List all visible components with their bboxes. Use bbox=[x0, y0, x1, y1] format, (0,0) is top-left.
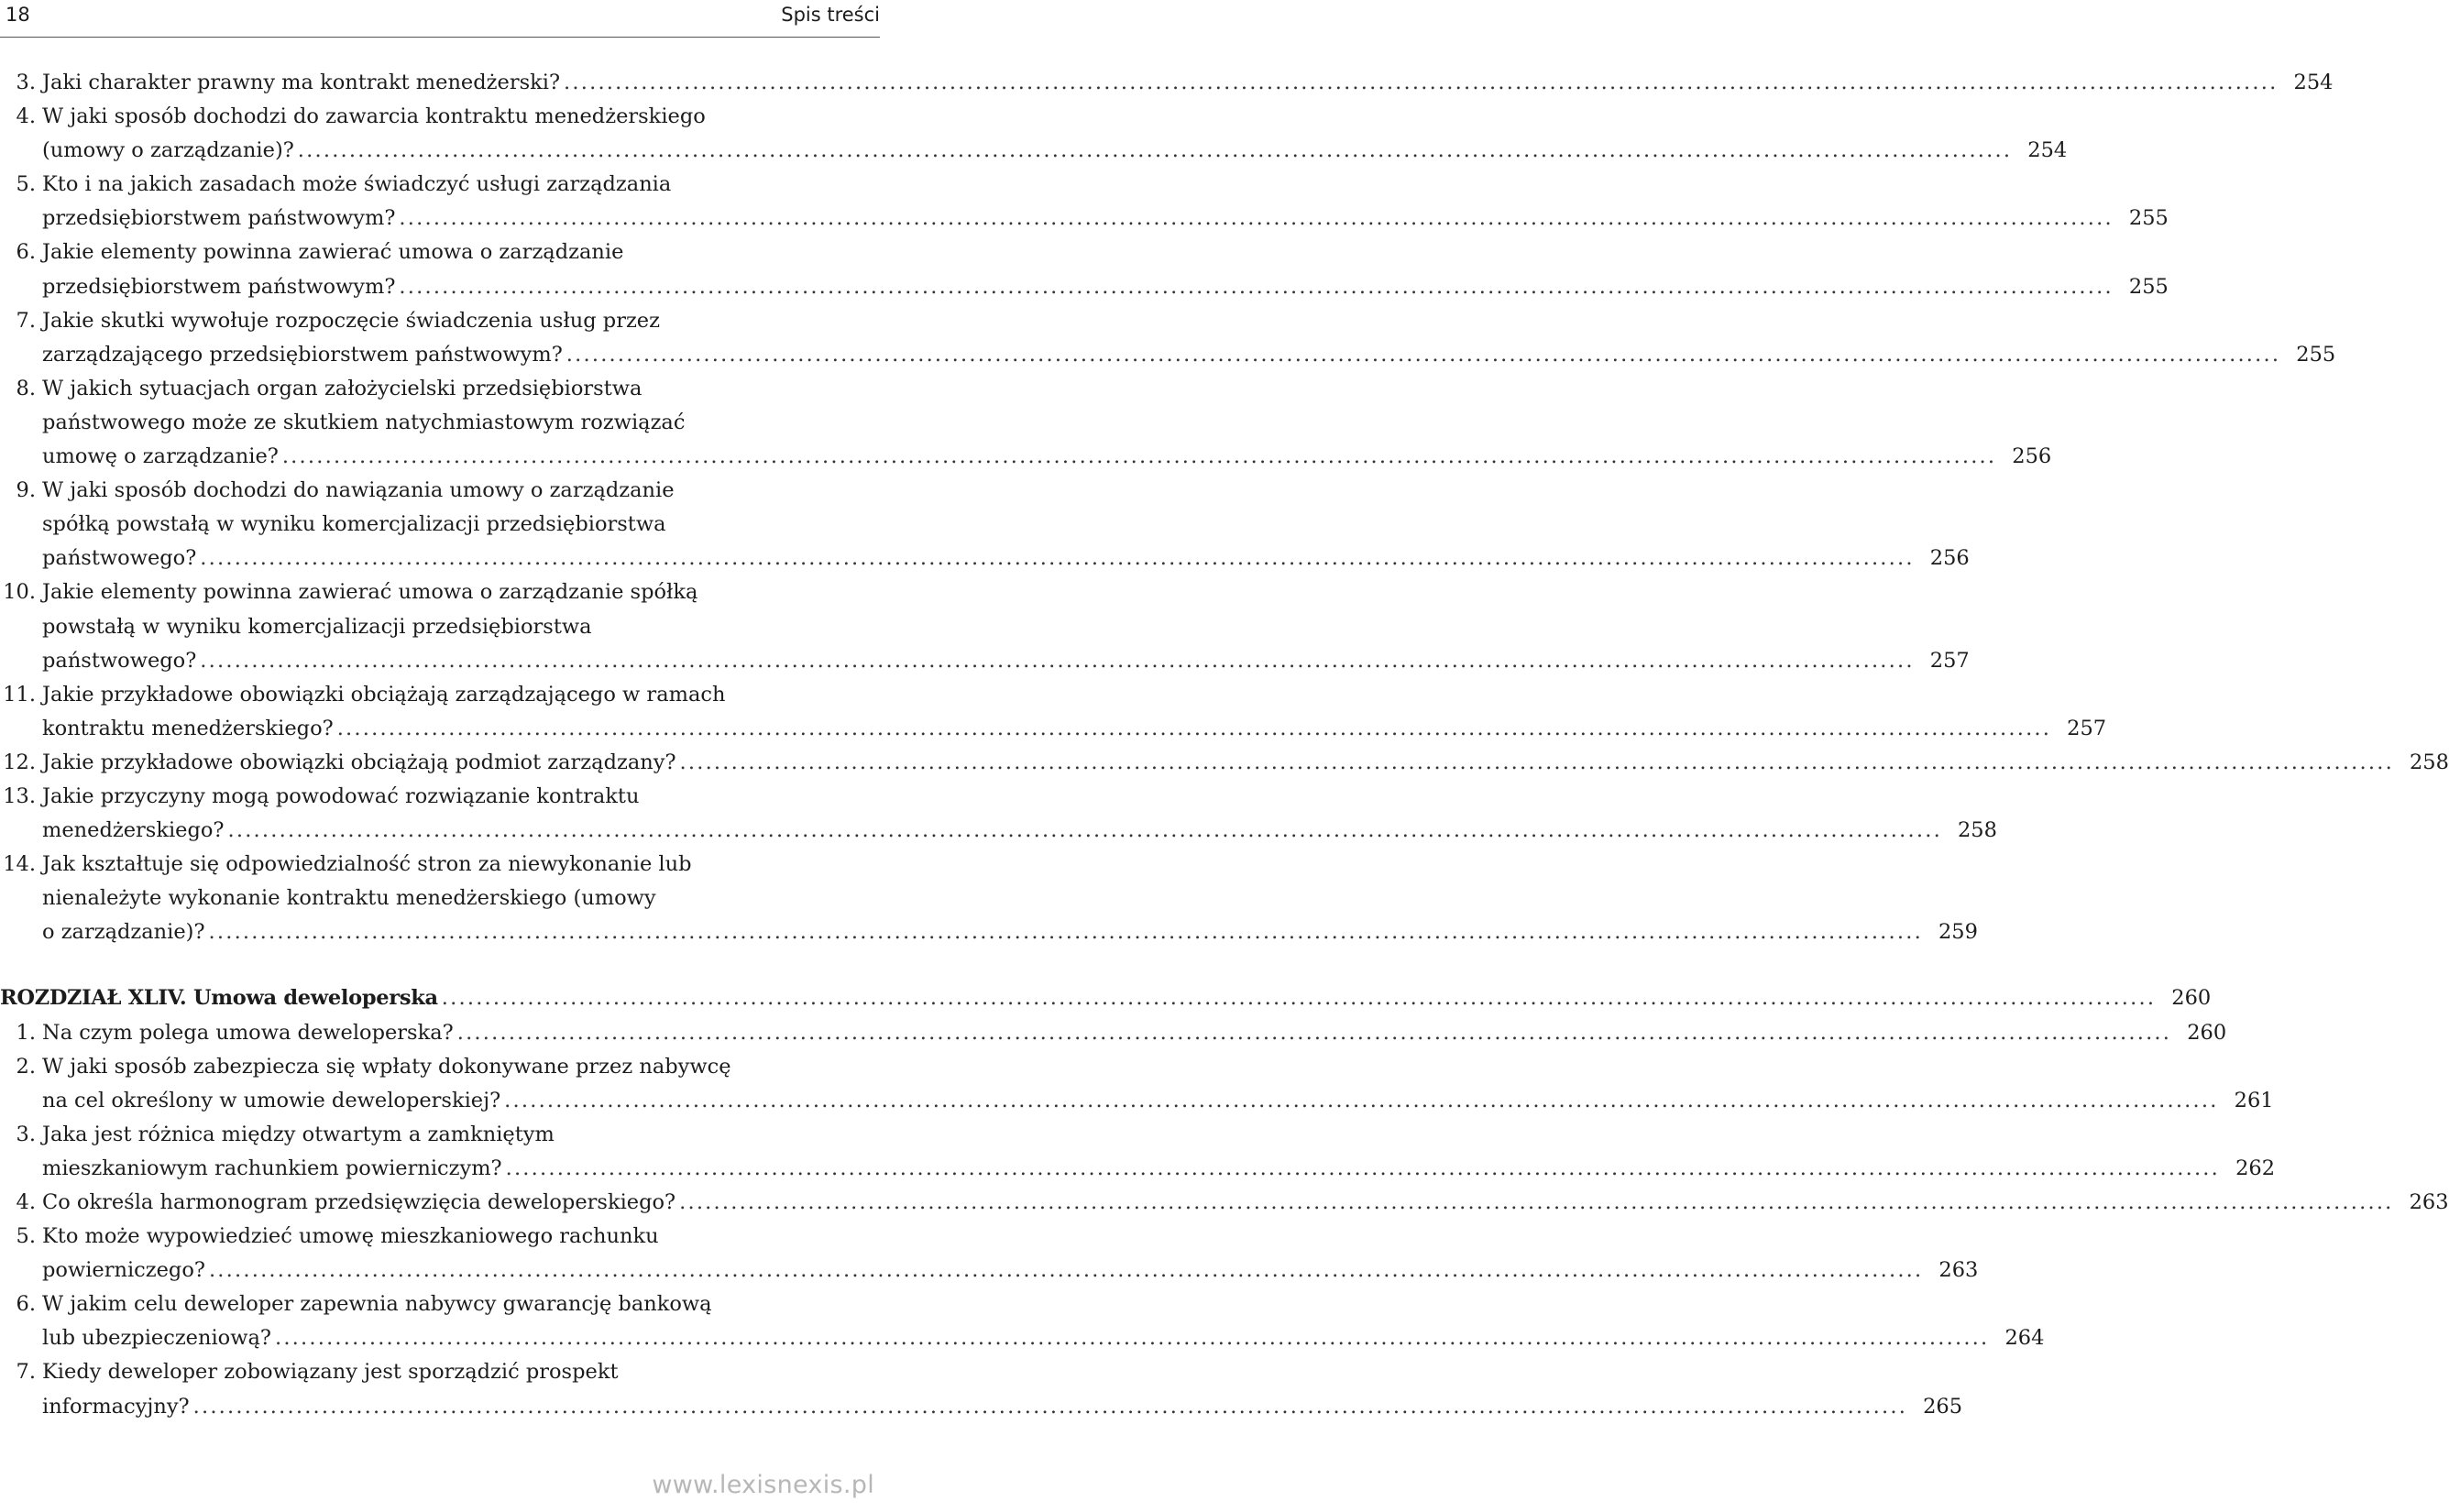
toc-entry-line bbox=[42, 440, 2052, 474]
toc-page-number: 261 bbox=[2234, 1088, 2274, 1112]
toc-dot-leader: ........................................................................................................................................................................................................ bbox=[297, 138, 2013, 163]
toc-entry-line bbox=[16, 1016, 2227, 1050]
toc-entry-text: Kto i na jakich zasadach może świadczyć usługi zarządzania bbox=[42, 172, 672, 197]
toc-entry-text: Jakie skutki wywołuje rozpoczęcie świadczenia usług przez bbox=[42, 308, 660, 333]
toc-page-number: 255 bbox=[2128, 206, 2169, 231]
toc-entry[interactable] bbox=[0, 474, 1970, 575]
toc-entry-line bbox=[0, 981, 2212, 1015]
toc-page-number: 255 bbox=[2296, 342, 2336, 367]
toc-entry[interactable] bbox=[0, 66, 2334, 100]
toc-entry-line bbox=[16, 372, 878, 406]
toc-entry-line bbox=[42, 406, 878, 440]
toc-entry-number: 9. bbox=[16, 478, 36, 503]
toc-entry-line bbox=[16, 100, 878, 134]
toc-entry-line bbox=[3, 780, 878, 814]
toc-page-number: 263 bbox=[2409, 1190, 2449, 1214]
toc-entry-number: 4. bbox=[16, 1190, 36, 1214]
toc-dot-leader: ........................................................................................................................................................................................................ bbox=[281, 444, 1997, 469]
toc-entry-text: Co określa harmonogram przedsięwzięcia deweloperskiego? bbox=[42, 1190, 676, 1214]
toc-entry-text: menedżerskiego? bbox=[42, 818, 225, 843]
toc-entry-line bbox=[42, 1321, 2045, 1355]
toc-entry-number: 12. bbox=[3, 750, 36, 774]
toc-dot-leader: ........................................................................................................................................................................................................ bbox=[208, 1258, 1924, 1283]
toc-entry[interactable] bbox=[0, 304, 2336, 372]
toc-entry-text: W jaki sposób dochodzi do nawiązania umowy o zarządzanie bbox=[42, 478, 675, 503]
toc-entry-line bbox=[3, 746, 2449, 780]
toc-entry-line bbox=[16, 1186, 2449, 1220]
toc-entry-line bbox=[3, 848, 878, 882]
toc-entry-text: ROZDZIAŁ XLIV. Umowa deweloperska bbox=[0, 986, 438, 1011]
page-number: 18 bbox=[5, 4, 30, 26]
toc-entry[interactable] bbox=[0, 780, 1997, 848]
toc-entry-text: mieszkaniowym rachunkiem powierniczym? bbox=[42, 1156, 502, 1180]
toc-dot-leader: ........................................................................................................................................................................................................ bbox=[564, 71, 2279, 94]
toc-entry-number: 5. bbox=[16, 1224, 36, 1249]
toc-entry-line bbox=[16, 1050, 878, 1084]
toc-entry-text: przedsiębiorstwem państwowym? bbox=[42, 274, 396, 299]
toc-page-number: 254 bbox=[2293, 71, 2334, 94]
toc-dot-leader: ........................................................................................................................................................................................................ bbox=[399, 274, 2114, 299]
toc-page-number: 262 bbox=[2235, 1156, 2276, 1180]
toc-entry-text: powierniczego? bbox=[42, 1258, 205, 1283]
toc-entry-number: 1. bbox=[16, 1020, 36, 1045]
toc-entry-text: przedsiębiorstwem państwowym? bbox=[42, 206, 396, 231]
toc-entry-line bbox=[42, 712, 2107, 746]
toc-dot-leader: ........................................................................................................................................................................................................ bbox=[566, 342, 2281, 367]
toc-entry-line bbox=[42, 882, 878, 915]
toc-page-number: 264 bbox=[2004, 1326, 2045, 1351]
toc-entry-number: 6. bbox=[16, 1292, 36, 1317]
toc-entry[interactable] bbox=[0, 678, 2107, 746]
toc-dot-leader: ........................................................................................................................................................................................................ bbox=[227, 818, 1942, 843]
toc-entry-line bbox=[16, 474, 878, 508]
toc-dot-leader: ........................................................................................................................................................................................................ bbox=[456, 1020, 2172, 1045]
header-rule bbox=[0, 37, 880, 38]
toc-entry-line bbox=[42, 542, 1970, 575]
toc-page-number: 257 bbox=[1929, 648, 1970, 673]
toc-entry-line bbox=[16, 1118, 878, 1152]
toc-entry[interactable] bbox=[0, 575, 1970, 677]
toc-entry-line bbox=[3, 575, 878, 609]
toc-entry-line bbox=[42, 915, 1978, 949]
toc-entry-line bbox=[42, 508, 878, 542]
toc-entry[interactable] bbox=[0, 1287, 2045, 1355]
toc-entry[interactable] bbox=[0, 848, 1978, 949]
toc-page-number: 256 bbox=[2012, 444, 2052, 469]
toc-entry-text: Jakie przykładowe obowiązki obciążają zarządzającego w ramach bbox=[42, 682, 726, 707]
toc-dot-leader: ........................................................................................................................................................................................................ bbox=[679, 750, 2394, 774]
publisher-website: www.lexisnexis.pl bbox=[652, 1471, 874, 1499]
toc-entry-line bbox=[42, 1390, 1963, 1424]
toc-entry-number: 6. bbox=[16, 240, 36, 265]
toc-dot-leader: ........................................................................................................................................................................................................ bbox=[336, 716, 2052, 740]
toc-entry-line bbox=[42, 1152, 2276, 1186]
toc-entry-line bbox=[42, 270, 2169, 304]
toc-page-number: 265 bbox=[1923, 1394, 1963, 1419]
toc-entry[interactable] bbox=[0, 1355, 1963, 1423]
toc-dot-leader: ........................................................................................................................................................................................................ bbox=[399, 206, 2114, 231]
toc-entry[interactable] bbox=[0, 1118, 2276, 1186]
toc-entry-text: Jakie elementy powinna zawierać umowa o zarządzanie bbox=[42, 240, 624, 265]
toc-entry[interactable] bbox=[0, 100, 2068, 168]
toc-entry[interactable] bbox=[0, 1186, 2449, 1220]
toc-entry-number: 7. bbox=[16, 308, 36, 333]
toc-entry-text: o zarządzanie)? bbox=[42, 920, 205, 945]
toc-dot-leader: ........................................................................................................................................................................................................ bbox=[504, 1088, 2219, 1112]
toc-entry-text: na cel określony w umowie deweloperskiej? bbox=[42, 1088, 501, 1112]
toc-entry[interactable] bbox=[0, 372, 2052, 474]
toc-entry-text: (umowy o zarządzanie)? bbox=[42, 138, 294, 163]
toc-entry-line bbox=[42, 338, 2336, 372]
toc-entry-line bbox=[16, 1355, 878, 1389]
toc-page-number: 258 bbox=[2409, 750, 2449, 774]
toc-entry-number: 8. bbox=[16, 376, 36, 400]
toc-entry-line bbox=[16, 304, 878, 338]
toc-entry-number: 2. bbox=[16, 1054, 36, 1079]
toc-dot-leader: ........................................................................................................................................................................................................ bbox=[274, 1326, 1990, 1351]
toc-entry-line bbox=[16, 66, 2334, 100]
toc-entry-text: W jaki sposób dochodzi do zawarcia kontraktu menedżerskiego bbox=[42, 104, 706, 129]
toc-entry[interactable] bbox=[0, 1016, 2227, 1050]
toc-entry-line bbox=[3, 678, 878, 712]
toc-entry-number: 11. bbox=[3, 682, 36, 707]
toc-entry-line bbox=[42, 610, 878, 644]
toc-dot-leader: ........................................................................................................................................................................................................ bbox=[505, 1156, 2221, 1180]
toc-entry-text: W jakich sytuacjach organ założycielski przedsiębiorstwa bbox=[42, 376, 642, 400]
toc-entry-number: 3. bbox=[16, 71, 36, 94]
toc-entry-line bbox=[16, 1287, 878, 1321]
toc-entry-line bbox=[42, 1254, 1979, 1287]
toc-entry[interactable] bbox=[0, 236, 2169, 303]
toc-entry-text: Jaka jest różnica między otwartym a zamkniętym bbox=[42, 1122, 555, 1146]
toc-page-number: 258 bbox=[1957, 818, 1997, 843]
toc-entry-number: 4. bbox=[16, 104, 36, 129]
toc-entry-line bbox=[42, 134, 2068, 168]
toc-entry-text: nienależyte wykonanie kontraktu menedżerskiego (umowy bbox=[42, 886, 656, 911]
toc-entry-line bbox=[16, 168, 878, 202]
toc-page-number: 259 bbox=[1938, 920, 1978, 945]
page-header bbox=[0, 0, 880, 40]
toc-entry-text: Jaki charakter prawny ma kontrakt menedżerski? bbox=[42, 71, 561, 94]
toc-chapter-entry[interactable] bbox=[0, 981, 2212, 1015]
toc-entry-text: powstałą w wyniku komercjalizacji przedsiębiorstwa bbox=[42, 614, 592, 639]
toc-entry-line bbox=[42, 202, 2169, 236]
toc-page-number: 257 bbox=[2067, 716, 2107, 740]
toc-entry-text: spółką powstałą w wyniku komercjalizacji przedsiębiorstwa bbox=[42, 512, 666, 537]
toc-entry-number: 14. bbox=[3, 852, 36, 877]
toc-entry-text: państwowego może ze skutkiem natychmiastowym rozwiązać bbox=[42, 410, 686, 434]
toc-entry[interactable] bbox=[0, 746, 2449, 780]
toc-entry-line bbox=[42, 644, 1970, 678]
toc-dot-leader: ........................................................................................................................................................................................................ bbox=[208, 920, 1923, 945]
toc-dot-leader: ........................................................................................................................................................................................................ bbox=[192, 1394, 1908, 1419]
toc-entry-text: Na czym polega umowa deweloperska? bbox=[42, 1020, 454, 1045]
toc-entry[interactable] bbox=[0, 1220, 1979, 1287]
toc-entry-number: 5. bbox=[16, 172, 36, 197]
toc-entry-text: państwowego? bbox=[42, 546, 197, 571]
running-title: Spis treści bbox=[781, 4, 880, 26]
toc-dot-leader: ........................................................................................................................................................................................................ bbox=[679, 1190, 2394, 1214]
toc-entry-text: Jak kształtuje się odpowiedzialność stron za niewykonanie lub bbox=[42, 852, 692, 877]
toc-entry-number: 13. bbox=[3, 783, 36, 808]
toc-entry-line bbox=[16, 236, 878, 269]
toc-dot-leader: ........................................................................................................................................................................................................ bbox=[200, 648, 1915, 673]
toc-page-number: 256 bbox=[1929, 546, 1970, 571]
toc-entry-text: W jakim celu deweloper zapewnia nabywcy gwarancję bankową bbox=[42, 1292, 712, 1317]
toc-entry-line bbox=[42, 814, 1997, 848]
toc-page-number: 254 bbox=[2027, 138, 2068, 163]
toc-entry-text: zarządzającego przedsiębiorstwem państwowym? bbox=[42, 342, 563, 367]
toc-entry-text: Jakie elementy powinna zawierać umowa o zarządzanie spółką bbox=[42, 580, 698, 605]
toc-entry-number: 7. bbox=[16, 1360, 36, 1385]
toc-entry-text: Kto może wypowiedzieć umowę mieszkaniowego rachunku bbox=[42, 1224, 659, 1249]
toc-entry-text: Kiedy deweloper zobowiązany jest sporządzić prospekt bbox=[42, 1360, 619, 1385]
toc-page-number: 263 bbox=[1938, 1258, 1979, 1283]
toc-entry-number: 3. bbox=[16, 1122, 36, 1146]
toc-dot-leader: ........................................................................................................................................................................................................ bbox=[441, 986, 2157, 1011]
toc-page-number: 260 bbox=[2171, 986, 2212, 1011]
toc-entry-text: Jakie przyczyny mogą powodować rozwiązanie kontraktu bbox=[42, 783, 640, 808]
toc-entry-text: informacyjny? bbox=[42, 1394, 190, 1419]
toc-entry[interactable] bbox=[0, 168, 2169, 236]
toc-entry-line bbox=[16, 1220, 878, 1254]
toc-entry[interactable] bbox=[0, 1050, 2274, 1118]
toc-entry-text: Jakie przykładowe obowiązki obciążają podmiot zarządzany? bbox=[42, 750, 676, 774]
toc-page-number: 255 bbox=[2128, 274, 2169, 299]
toc-entry-number: 10. bbox=[3, 580, 36, 605]
toc-dot-leader: ........................................................................................................................................................................................................ bbox=[200, 546, 1915, 571]
table-of-contents bbox=[0, 66, 2449, 1424]
toc-entry-text: W jaki sposób zabezpiecza się wpłaty dokonywane przez nabywcę bbox=[42, 1054, 731, 1079]
toc-entry-line bbox=[42, 1084, 2274, 1118]
toc-entry-text: państwowego? bbox=[42, 648, 197, 673]
toc-page-number: 260 bbox=[2187, 1020, 2227, 1045]
toc-entry-text: lub ubezpieczeniową? bbox=[42, 1326, 271, 1351]
toc-entry-text: kontraktu menedżerskiego? bbox=[42, 716, 334, 740]
toc-entry-text: umowę o zarządzanie? bbox=[42, 444, 279, 469]
